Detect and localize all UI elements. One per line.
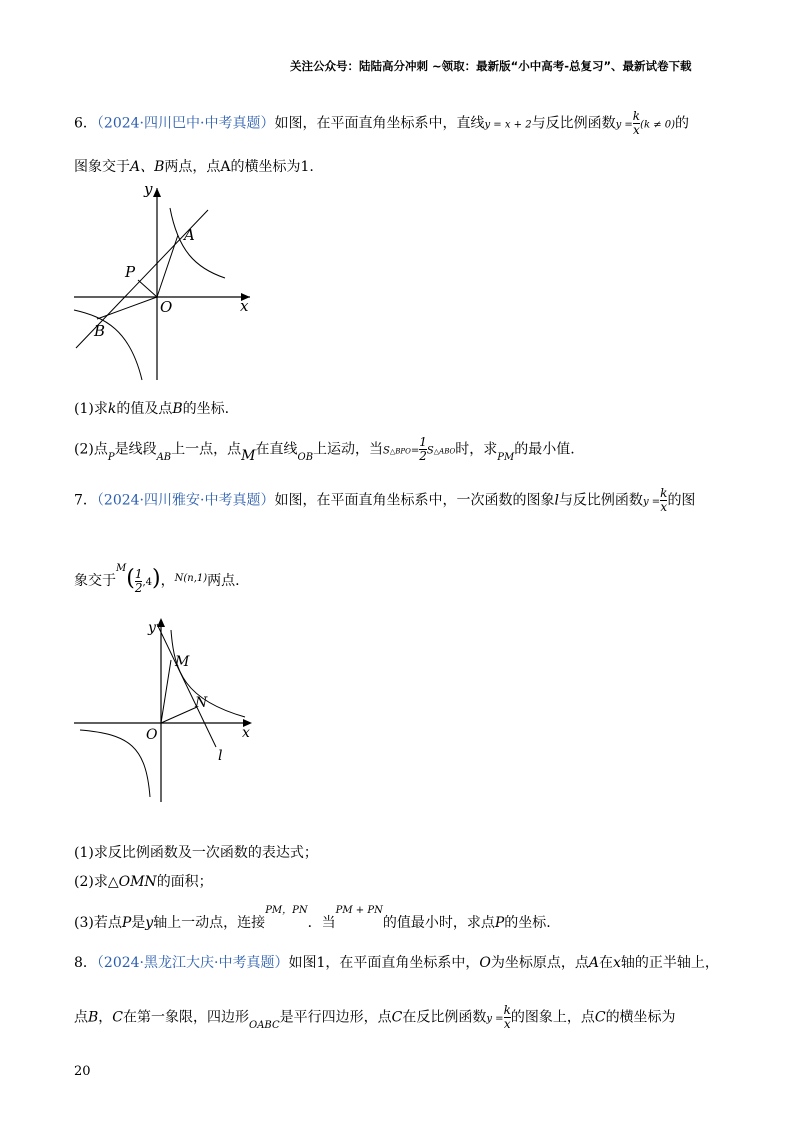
q7-M-frac: $\frac{1}{2}$: [134, 566, 143, 595]
q7-fig-M-label: M: [175, 654, 190, 670]
q6-fig-y-label: y: [144, 180, 153, 198]
q6-stem2: 与反比例函数: [531, 115, 616, 132]
page-number: 20: [74, 1064, 91, 1079]
q7-fig-origin-label: O: [146, 727, 158, 743]
q6-stem4: 图象交于: [74, 159, 130, 175]
q6-func-cond: (k ≠ 0): [640, 119, 676, 131]
q8-func-frac: $\frac{k}{x}$: [503, 1003, 511, 1031]
q8-line1: 8．（2024·黑龙江大庆·中考真题）如图1，在平面直角坐标系中，O为坐标原点，点A在x轴的正半轴上，: [74, 955, 719, 971]
q7-figure: [70, 612, 260, 807]
q7-line2: 象交于$^M$( $\frac{1}{2}$ ,4)，$^{N(n,1)}$两点.: [74, 563, 240, 595]
q7-part3: (3)若点P是y轴上一动点，连接$^{PM,PN}$．当$^{PM + PN}$的值最小时，求点P的坐标.: [74, 905, 551, 931]
q6-func-frac: $\frac{k}{x}$: [632, 109, 641, 137]
q6-fig-A-label: A: [184, 226, 195, 244]
q6-number: 6．: [74, 115, 97, 132]
q6-part2: (2)点$_P$是线段$_{AB}$上一点，点M在直线$_{OB}$上运动，当S△BPO= $\frac{1}{2}$ S△ABO时，求$_{PM}$的最小值.: [74, 435, 575, 464]
q6-points: A、B: [130, 159, 165, 175]
q6-line1: [74, 110, 689, 137]
q6-func-y: y =: [615, 119, 633, 131]
page-header: 关注公众号：陆陆高分冲刺 ~领取：最新版“小中高考-总复习”、最新试卷下载: [290, 59, 692, 73]
q6-half-frac: $\frac{1}{2}$: [419, 435, 427, 463]
q6-stem5: 两点，点A的横坐标为1.: [164, 159, 314, 175]
q7-fig-l-label: l: [218, 748, 223, 764]
q8-line2: 点B，C在第一象限，四边形$_{OABC}$是平行四边形，点C在反比例函数y = $\frac{k}{x}$ 的图象上，点C的横坐标为: [74, 1003, 676, 1031]
q7-part2: (2)求△OMN的面积；: [74, 874, 213, 890]
q6-stem: 如图，在平面直角坐标系中，直线: [274, 115, 485, 132]
q6-figure: [60, 180, 260, 385]
q7-fig-N-label: N: [195, 695, 208, 711]
q6-source-link[interactable]: （2024·四川巴中·中考真题）: [96, 115, 275, 132]
q7-func-frac: $\frac{k}{x}$: [660, 486, 668, 514]
q6-fig-x-label: x: [240, 297, 249, 315]
q7-part1: (1)求反比例函数及一次函数的表达式；: [74, 845, 318, 861]
q6-fig-B-label: B: [94, 322, 106, 340]
q6-fig-origin-label: O: [160, 298, 173, 316]
q7-source-link[interactable]: （2024·四川雅安·中考真题）: [96, 492, 275, 509]
q6-stem3: 的: [675, 115, 690, 132]
q6-line-eq: y = x + 2: [484, 119, 532, 131]
q8-source-link[interactable]: （2024·黑龙江大庆·中考真题）: [96, 955, 289, 971]
q7-fig-y-label: y: [148, 620, 156, 636]
q6-part1: (1)求k的值及点B的坐标.: [74, 401, 230, 417]
q6-line2: [74, 156, 314, 176]
q7-fig-x-label: x: [242, 725, 250, 741]
q7-line1: 7．（2024·四川雅安·中考真题）如图，在平面直角坐标系中，一次函数的图象l与反比例函数y = $\frac{k}{x}$ 的图: [74, 486, 696, 514]
q6-fig-P-label: P: [125, 263, 136, 281]
